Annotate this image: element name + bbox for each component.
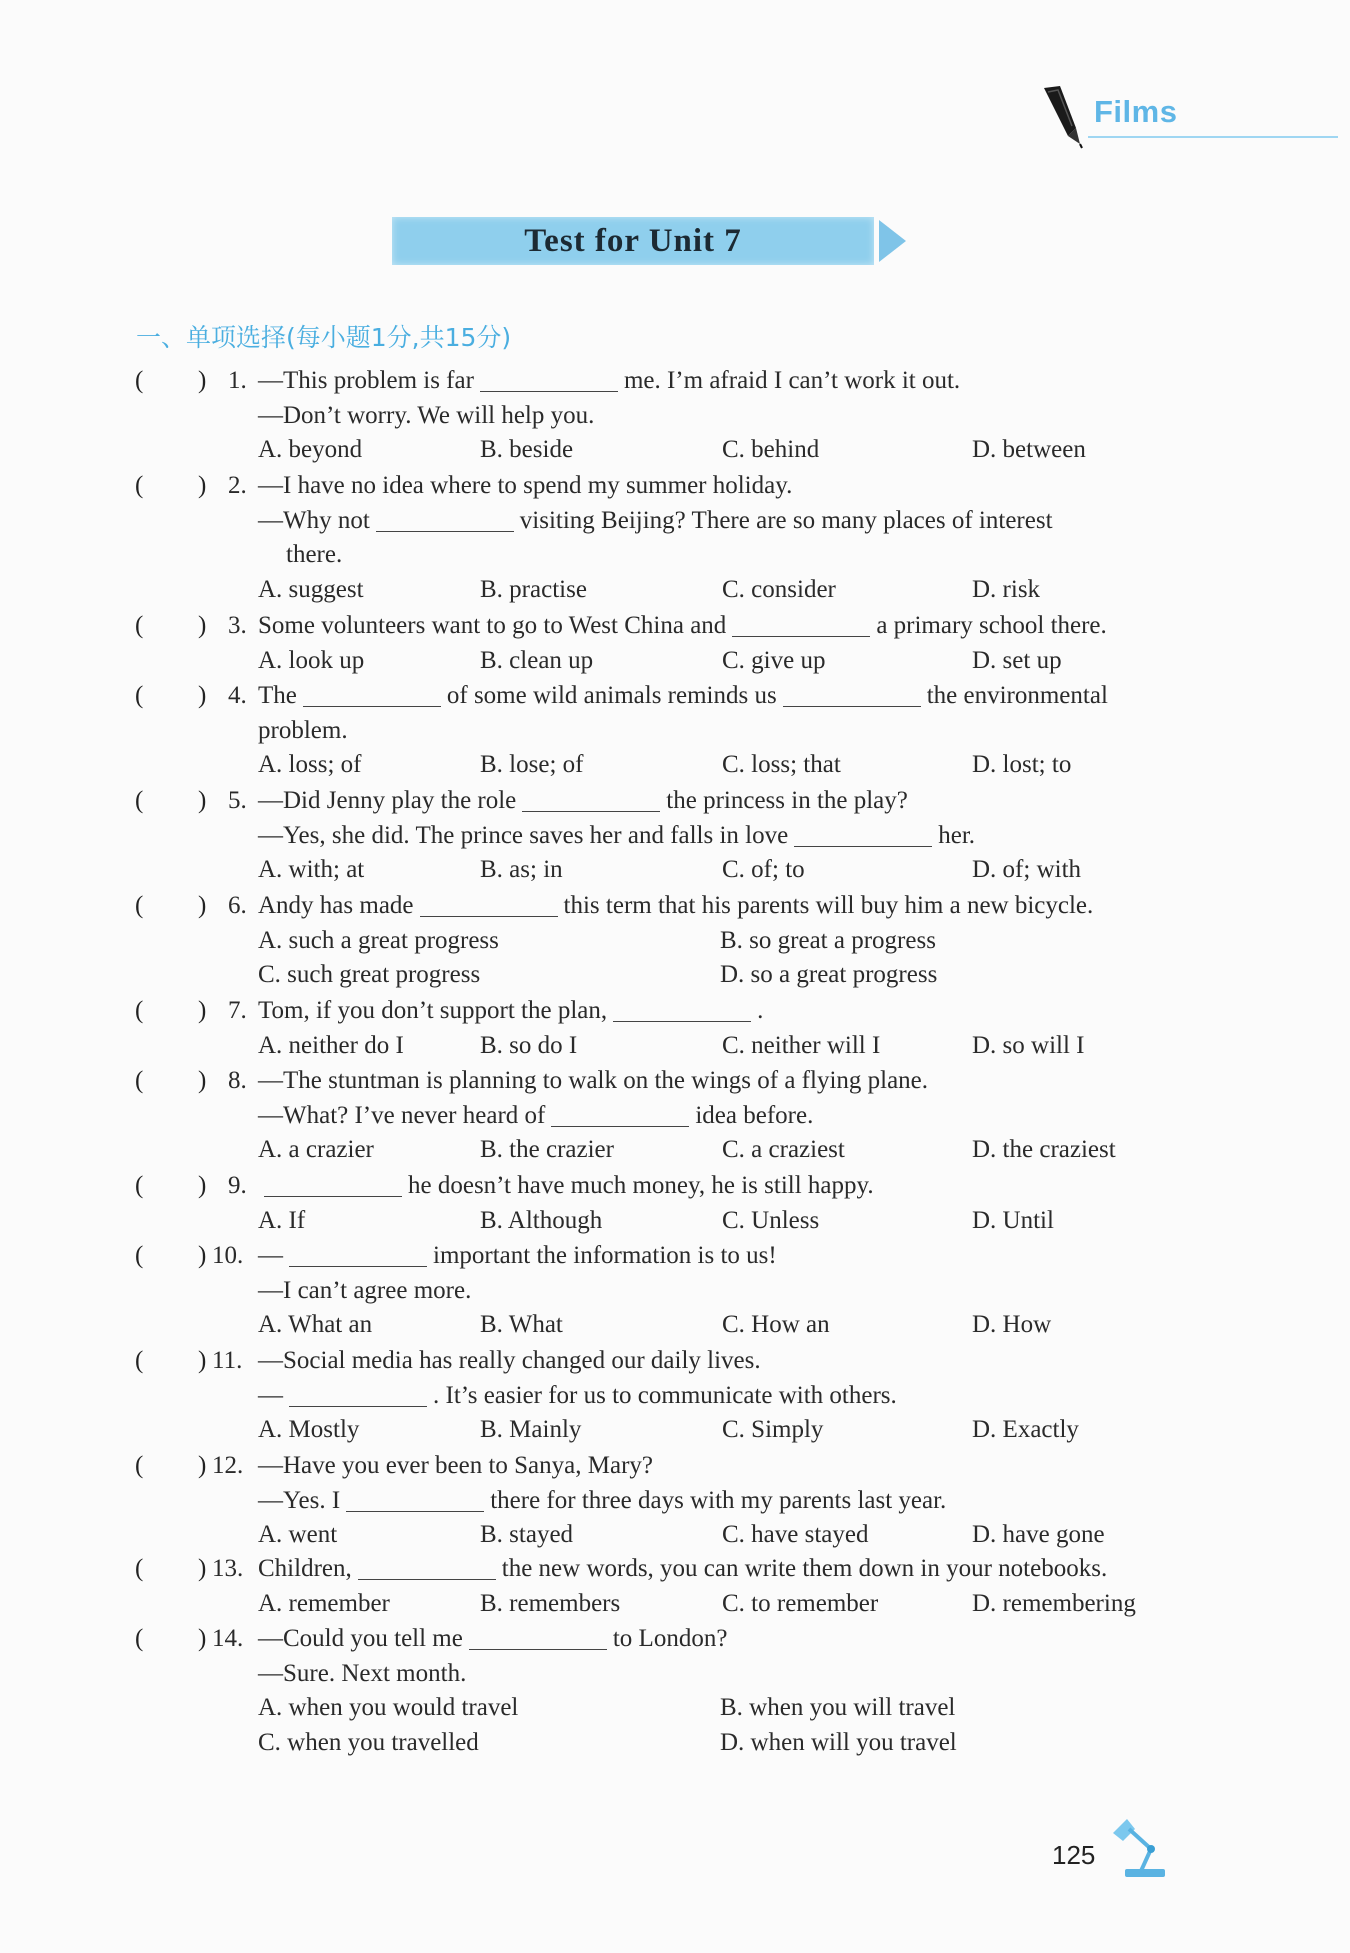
header-underline <box>1088 136 1338 138</box>
question-text: idea before. <box>695 1101 814 1129</box>
answer-option[interactable]: C. loss; that <box>722 751 841 778</box>
question-number: 7. <box>228 997 247 1024</box>
answer-option[interactable]: D. lost; to <box>972 751 1072 778</box>
answer-option[interactable]: B. so do I <box>480 1031 578 1059</box>
answer-bracket-close: ) <box>198 787 207 814</box>
question-text: . <box>757 997 764 1024</box>
answer-option[interactable]: A. went <box>258 1521 338 1548</box>
question-text-line <box>258 1450 653 1482</box>
question-text: there for three days with my parents last year. <box>490 1486 947 1514</box>
question-text: —Yes. I <box>258 1486 341 1514</box>
question-number: 14. <box>212 1625 244 1652</box>
question-number: 8. <box>228 1067 247 1094</box>
answer-option[interactable]: D. remembering <box>972 1589 1136 1617</box>
question-text: visiting Beijing? There are so many places of interest <box>519 506 1053 534</box>
answer-option[interactable]: D. the craziest <box>972 1136 1116 1163</box>
question-text: the princess in the play? <box>666 787 908 814</box>
question-text: important the information is to us! <box>433 1242 777 1269</box>
question-text-line <box>258 505 1053 537</box>
question-text: Children, <box>258 1555 352 1582</box>
answer-option[interactable]: A. remember <box>258 1589 390 1617</box>
question-number: 11. <box>212 1347 243 1374</box>
answer-bracket-open[interactable]: ( <box>135 612 144 639</box>
page-number: 125 <box>1052 1840 1096 1870</box>
question-text: her. <box>938 821 976 849</box>
section-title: 一、单项选择(每小题1分,共15分) <box>136 323 512 352</box>
answer-bracket-open[interactable]: ( <box>135 892 144 919</box>
question-text: —Why not <box>258 506 370 534</box>
answer-blank[interactable] <box>480 369 618 392</box>
question-text-line <box>286 539 342 571</box>
answer-option[interactable]: A. If <box>258 1206 306 1234</box>
question-text: —Could you tell me <box>258 1625 463 1652</box>
answer-option[interactable]: C. Simply <box>722 1416 824 1443</box>
question-number: 6. <box>228 892 247 919</box>
desk-lamp-icon <box>1105 1815 1170 1880</box>
question-text: —Social media has really changed our daily lives. <box>258 1347 761 1374</box>
question-text: —I can’t agree more. <box>258 1276 472 1304</box>
question-text: The <box>258 682 297 709</box>
banner-arrow-icon <box>879 220 906 262</box>
answer-option[interactable]: D. risk <box>972 575 1041 603</box>
answer-blank[interactable] <box>732 614 870 637</box>
answer-option[interactable]: D. Until <box>972 1206 1054 1234</box>
question-text: —Did Jenny play the role <box>258 787 517 814</box>
answer-option[interactable]: C. have stayed <box>722 1521 869 1548</box>
question-number: 5. <box>228 787 247 814</box>
answer-option[interactable]: D. so will I <box>972 1031 1085 1059</box>
question-text: there. <box>286 541 343 568</box>
question-number: 12. <box>212 1452 244 1479</box>
answer-blank[interactable] <box>469 1627 607 1650</box>
question-text: — <box>258 1381 283 1409</box>
answer-option[interactable]: C. give up <box>722 646 826 674</box>
question-text: the new words, you can write them down in your notebooks. <box>501 1555 1108 1582</box>
answer-option[interactable]: C. behind <box>722 436 820 463</box>
answer-bracket-open[interactable]: ( <box>135 1067 144 1094</box>
question-text-line <box>258 785 908 817</box>
question-text-line <box>258 820 975 852</box>
test-title-banner <box>392 217 874 265</box>
answer-bracket-close: ) <box>198 1242 207 1269</box>
answer-blank[interactable] <box>358 1557 496 1580</box>
question-text-line <box>258 680 1108 712</box>
answer-blank[interactable] <box>613 999 751 1022</box>
answer-bracket-close: ) <box>198 1625 207 1652</box>
pen-icon <box>1038 84 1088 150</box>
question-text: me. I’m afraid I can’t work it out. <box>623 367 961 394</box>
answer-bracket-open[interactable]: ( <box>135 367 144 394</box>
answer-option[interactable]: B. beside <box>480 436 574 463</box>
answer-option[interactable]: B. as; in <box>480 856 563 883</box>
answer-option[interactable]: B. when you will travel <box>720 1694 956 1721</box>
question-text: —Sure. Next month. <box>258 1659 467 1687</box>
question-text: —Don’t worry. We will help you. <box>258 401 595 429</box>
answer-bracket-close: ) <box>198 367 207 394</box>
question-text-line <box>258 1065 928 1097</box>
answer-option[interactable]: A. beyond <box>258 436 363 463</box>
answer-blank[interactable] <box>289 1244 427 1267</box>
question-text: this term that his parents will buy him a new bicycle. <box>563 892 1094 919</box>
answer-option[interactable]: B. so great a progress <box>720 926 936 954</box>
answer-option[interactable]: B. remembers <box>480 1589 621 1617</box>
unit-title: Films <box>1094 94 1178 129</box>
answer-option[interactable]: C. Unless <box>722 1206 820 1234</box>
answer-bracket-open[interactable]: ( <box>135 1242 144 1269</box>
answer-option[interactable]: A. with; at <box>258 856 365 883</box>
question-text: — <box>258 1242 283 1269</box>
answer-blank[interactable] <box>303 684 441 707</box>
answer-bracket-close: ) <box>198 1347 207 1374</box>
question-text-line <box>258 1275 471 1307</box>
question-text: —This problem is far <box>258 367 474 394</box>
answer-option[interactable]: C. neither will I <box>722 1031 881 1059</box>
answer-option[interactable]: D. when will you travel <box>720 1728 957 1756</box>
answer-option[interactable]: A. look up <box>258 646 365 674</box>
answer-option[interactable]: C. How an <box>722 1311 830 1338</box>
question-text-line <box>258 890 1093 922</box>
answer-option[interactable]: C. to remember <box>722 1589 879 1617</box>
question-text: a primary school there. <box>876 612 1107 639</box>
question-text-line <box>258 365 960 397</box>
question-number: 1. <box>228 367 247 394</box>
question-number: 2. <box>228 472 247 499</box>
answer-option[interactable]: B. practise <box>480 575 587 603</box>
question-number: 4. <box>228 682 247 709</box>
question-text-line <box>258 1623 727 1655</box>
answer-option[interactable]: B. What <box>480 1311 563 1338</box>
answer-option[interactable]: B. clean up <box>480 646 594 674</box>
answer-bracket-close: ) <box>198 682 207 709</box>
question-text-line <box>258 1485 946 1517</box>
answer-bracket-close: ) <box>198 997 207 1024</box>
question-text: . It’s easier for us to communicate with others. <box>433 1381 897 1409</box>
answer-blank[interactable] <box>264 1174 402 1197</box>
answer-bracket-close: ) <box>198 892 207 919</box>
answer-blank[interactable] <box>783 684 921 707</box>
test-title: Test for Unit 7 <box>524 223 742 259</box>
question-text-line <box>258 1658 466 1690</box>
answer-bracket-close: ) <box>198 1172 207 1199</box>
answer-blank[interactable] <box>794 824 932 847</box>
question-text: he doesn’t have much money, he is still happy. <box>408 1172 874 1199</box>
answer-bracket-open[interactable]: ( <box>135 682 144 709</box>
answer-option[interactable]: A. a crazier <box>258 1136 374 1163</box>
answer-blank[interactable] <box>289 1384 427 1407</box>
answer-option[interactable]: D. set up <box>972 646 1062 674</box>
answer-bracket-open[interactable]: ( <box>135 1625 144 1652</box>
question-text: —Yes, she did. The prince saves her and falls in love <box>258 821 789 849</box>
answer-option[interactable]: A. loss; of <box>258 751 362 778</box>
answer-bracket-close: ) <box>198 1452 207 1479</box>
answer-option[interactable]: C. when you travelled <box>258 1728 479 1756</box>
unit-header <box>1030 80 1340 150</box>
answer-bracket-open[interactable]: ( <box>135 1347 144 1374</box>
question-text-line <box>258 995 763 1027</box>
question-text: of some wild animals reminds us <box>446 682 777 709</box>
question-text: Andy has made <box>258 892 414 919</box>
question-number: 9. <box>228 1172 247 1199</box>
question-number: 10. <box>212 1242 244 1269</box>
question-text: —The stuntman is planning to walk on the wings of a flying plane. <box>258 1067 929 1094</box>
answer-bracket-open[interactable]: ( <box>135 472 144 499</box>
question-text: to London? <box>612 1625 728 1652</box>
answer-bracket-open[interactable]: ( <box>135 1452 144 1479</box>
answer-option[interactable]: D. so a great progress <box>720 961 938 988</box>
answer-blank[interactable] <box>376 509 514 532</box>
answer-bracket-open[interactable]: ( <box>135 787 144 814</box>
question-number: 13. <box>212 1555 244 1582</box>
answer-option[interactable]: D. of; with <box>972 856 1082 883</box>
answer-option[interactable]: C. consider <box>722 575 836 603</box>
question-text-line <box>258 470 792 502</box>
answer-option[interactable]: C. a craziest <box>722 1136 845 1163</box>
question-text-line <box>258 715 348 747</box>
answer-option[interactable]: A. Mostly <box>258 1416 360 1443</box>
question-text-line <box>258 1345 761 1377</box>
answer-bracket-open[interactable]: ( <box>135 1172 144 1199</box>
answer-bracket-close: ) <box>198 472 207 499</box>
question-text-line <box>258 1553 1107 1585</box>
answer-blank[interactable] <box>551 1104 689 1127</box>
answer-option[interactable]: B. the crazier <box>480 1136 614 1163</box>
answer-bracket-close: ) <box>198 612 207 639</box>
answer-option[interactable]: B. stayed <box>480 1521 574 1548</box>
answer-option[interactable]: A. What an <box>258 1311 373 1338</box>
answer-blank[interactable] <box>420 894 558 917</box>
answer-option[interactable]: C. such great progress <box>258 961 481 988</box>
question-number: 3. <box>228 612 247 639</box>
answer-option[interactable]: A. when you would travel <box>258 1694 519 1721</box>
answer-option[interactable]: A. suggest <box>258 575 364 603</box>
answer-option[interactable]: D. How <box>972 1311 1052 1338</box>
answer-bracket-open[interactable]: ( <box>135 997 144 1024</box>
question-text: problem. <box>258 716 348 744</box>
answer-option[interactable]: C. of; to <box>722 856 805 883</box>
answer-option[interactable]: B. Although <box>480 1206 603 1234</box>
answer-bracket-close: ) <box>198 1555 207 1582</box>
answer-option[interactable]: D. between <box>972 436 1086 463</box>
question-text-line <box>258 1380 897 1412</box>
question-text-line <box>258 400 594 432</box>
question-text-line <box>258 1240 777 1272</box>
answer-option[interactable]: B. Mainly <box>480 1416 582 1443</box>
answer-option[interactable]: A. such a great progress <box>258 926 499 954</box>
question-text-line <box>258 1170 874 1202</box>
answer-bracket-open[interactable]: ( <box>135 1555 144 1582</box>
answer-option[interactable]: B. lose; of <box>480 751 584 778</box>
question-text: —I have no idea where to spend my summer holiday. <box>258 472 793 499</box>
answer-option[interactable]: D. Exactly <box>972 1416 1079 1443</box>
question-text: the environmental <box>926 682 1108 709</box>
question-text: Some volunteers want to go to West China and <box>258 612 727 639</box>
answer-option[interactable]: D. have gone <box>972 1521 1105 1548</box>
question-text-line <box>258 610 1107 642</box>
answer-blank[interactable] <box>346 1489 484 1512</box>
question-text-line <box>258 1100 813 1132</box>
question-text: —What? I’ve never heard of <box>258 1101 546 1129</box>
answer-bracket-close: ) <box>198 1067 207 1094</box>
answer-blank[interactable] <box>522 789 660 812</box>
answer-option[interactable]: A. neither do I <box>258 1031 404 1059</box>
question-text: Tom, if you don’t support the plan, <box>258 997 608 1024</box>
question-text: —Have you ever been to Sanya, Mary? <box>258 1452 653 1479</box>
